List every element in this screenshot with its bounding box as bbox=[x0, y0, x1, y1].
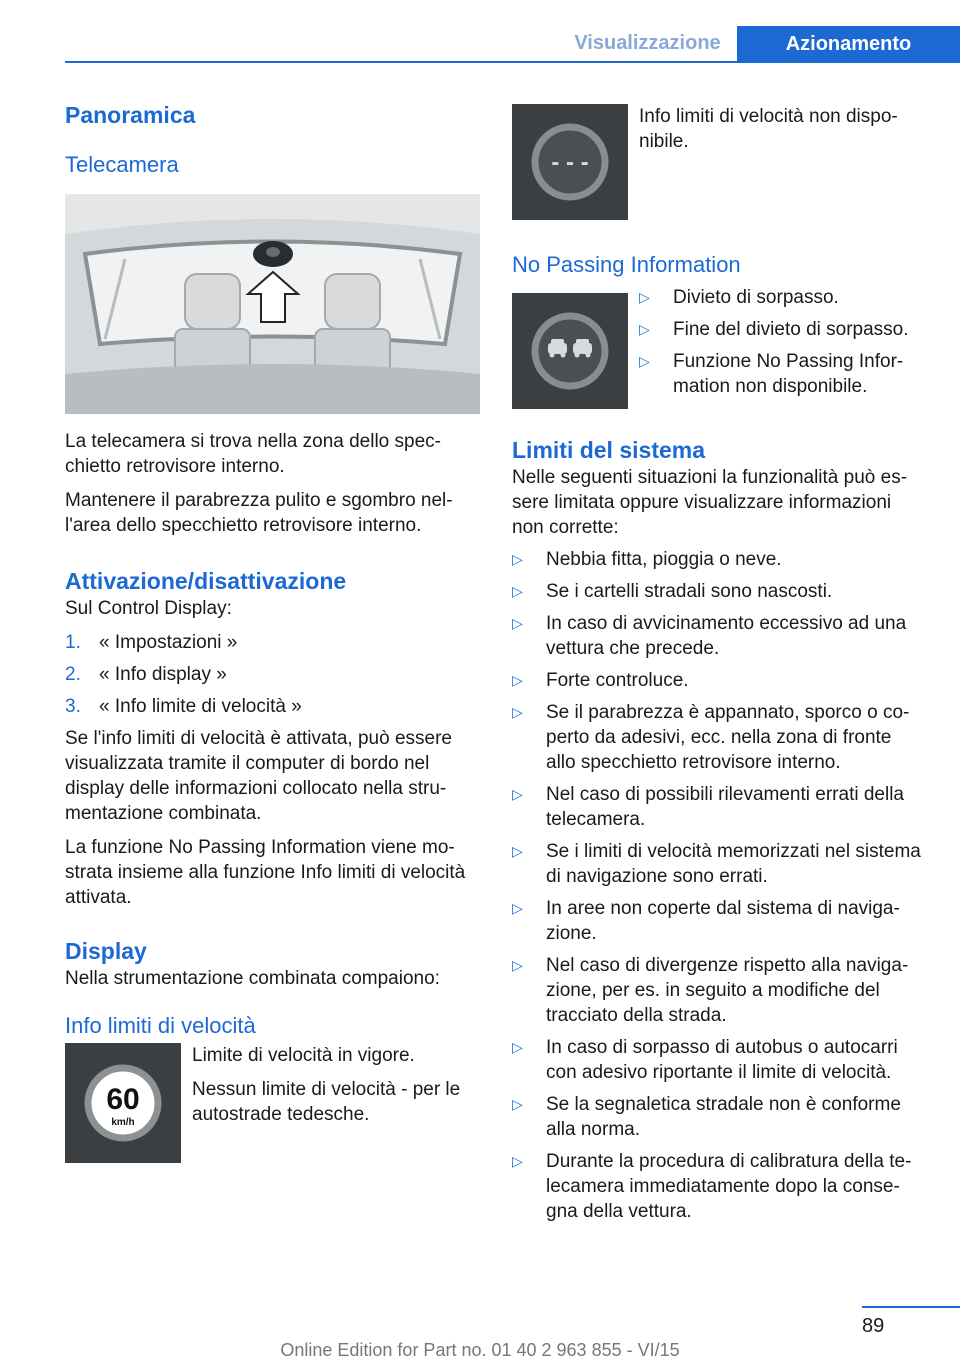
triangle-bullet-icon: ▷ bbox=[512, 957, 523, 973]
steps-list bbox=[65, 630, 480, 719]
sign-value: 60 bbox=[106, 1083, 140, 1116]
camera-photo bbox=[65, 194, 480, 414]
triangle-bullet-icon: ▷ bbox=[512, 900, 523, 916]
speed-limit-unavailable-icon bbox=[512, 104, 628, 220]
list-item bbox=[512, 782, 925, 832]
step-number: 1. bbox=[65, 632, 81, 653]
speed-unavailable-text: Info limiti di velocità non disponibile. bbox=[639, 106, 898, 152]
heading-info-limiti: Info limiti di velocità bbox=[65, 1013, 256, 1038]
list-item bbox=[512, 547, 925, 572]
list-item-text: Nebbia fitta, pioggia o neve. bbox=[546, 549, 782, 570]
page-number: 89 bbox=[862, 1315, 885, 1337]
list-item bbox=[639, 317, 925, 342]
triangle-bullet-icon: ▷ bbox=[512, 551, 523, 567]
list-item bbox=[639, 349, 925, 399]
list-item-text: Divieto di sorpasso. bbox=[673, 287, 839, 308]
footer-rule bbox=[862, 1306, 960, 1308]
system-limits-list bbox=[512, 547, 925, 1224]
list-item bbox=[512, 896, 925, 946]
triangle-bullet-icon: ▷ bbox=[512, 1096, 523, 1112]
camera-location-text: La telecamera si trova nella zona dello specchietto retrovisore interno. bbox=[65, 431, 441, 477]
triangle-bullet-icon: ▷ bbox=[512, 786, 523, 802]
list-item-text: In caso di sorpasso di autobus o autocarri con adesivo riportante il limite di velocità. bbox=[546, 1037, 898, 1083]
activation-info-text: Se l'info limiti di velocità è attivata, può essere visualizzata tramite il computer di bordo nel display delle informazioni collocato nella strumentazione combinata. bbox=[65, 728, 452, 824]
heading-panoramica: Panoramica bbox=[65, 102, 196, 128]
list-item-text: Nel caso di divergenze rispetto alla navigazione, per es. in seguito a modifiche del tracciato della strada. bbox=[546, 955, 909, 1026]
triangle-bullet-icon: ▷ bbox=[639, 321, 650, 337]
list-item-text: Se la segnaletica stradale non è conforme alla norma. bbox=[546, 1094, 901, 1140]
list-item bbox=[512, 1092, 925, 1142]
right-column bbox=[512, 104, 925, 1231]
tab-azionamento[interactable]: Azionamento bbox=[737, 26, 960, 63]
car-interior-illustration bbox=[65, 194, 480, 414]
triangle-bullet-icon: ▷ bbox=[512, 1039, 523, 1055]
no-speed-limit-text: Nessun limite di velocità - per le autostrade tedesche. bbox=[192, 1079, 461, 1125]
limits-intro-text: Nelle seguenti situazioni la funzionalità può essere limitata oppure visualizzare informazioni non corrette: bbox=[512, 467, 908, 538]
step-text: « Info display » bbox=[99, 664, 227, 685]
step-number: 2. bbox=[65, 664, 81, 685]
speed-limit-text: Limite di velocità in vigore. bbox=[192, 1045, 415, 1066]
step-text: « Impostazioni » bbox=[99, 632, 238, 653]
triangle-bullet-icon: ▷ bbox=[512, 843, 523, 859]
heading-telecamera: Telecamera bbox=[65, 152, 179, 177]
list-item-text: In aree non coperte dal sistema di navigazione. bbox=[546, 898, 900, 944]
control-display-text: Sul Control Display: bbox=[65, 598, 232, 619]
list-item bbox=[512, 579, 925, 604]
list-item bbox=[65, 694, 480, 719]
display-intro-text: Nella strumentazione combinata compaiono: bbox=[65, 968, 440, 989]
sign-dashes: - - - bbox=[551, 149, 589, 176]
list-item bbox=[65, 662, 480, 687]
step-number: 3. bbox=[65, 696, 81, 717]
list-item-text: Funzione No Passing Information non disponibile. bbox=[673, 351, 904, 397]
list-item-text: Se il parabrezza è appannato, sporco o coperto da adesivi, ecc. nella zona di fronte allo specchietto retrovisore interno. bbox=[546, 702, 910, 773]
list-item-text: Nel caso di possibili rilevamenti errati della telecamera. bbox=[546, 784, 904, 830]
list-item-text: Fine del divieto di sorpasso. bbox=[673, 319, 909, 340]
sign-unit: km/h bbox=[111, 1117, 135, 1128]
triangle-bullet-icon: ▷ bbox=[512, 583, 523, 599]
list-item bbox=[512, 1035, 925, 1085]
list-item bbox=[512, 611, 925, 661]
heading-attivazione: Attivazione/disattivazione bbox=[65, 568, 347, 594]
triangle-bullet-icon: ▷ bbox=[512, 672, 523, 688]
windshield-text: Mantenere il parabrezza pulito e sgombro nell'area dello specchietto retrovisore interno. bbox=[65, 490, 453, 536]
heading-no-passing: No Passing Information bbox=[512, 252, 741, 277]
no-passing-info-text: La funzione No Passing Information viene mostrata insieme alla funzione Info limiti di velocità attivata. bbox=[65, 837, 466, 908]
triangle-bullet-icon: ▷ bbox=[512, 1153, 523, 1169]
list-item-text: Se i cartelli stradali sono nascosti. bbox=[546, 581, 833, 602]
list-item bbox=[512, 1149, 925, 1224]
header-rule bbox=[65, 61, 960, 63]
no-passing-sign-graphic bbox=[512, 293, 628, 409]
list-item bbox=[639, 285, 925, 310]
triangle-bullet-icon: ▷ bbox=[512, 704, 523, 720]
list-item bbox=[512, 953, 925, 1028]
list-item bbox=[65, 630, 480, 655]
triangle-bullet-icon: ▷ bbox=[512, 615, 523, 631]
tab-visualizzazione[interactable]: Visualizzazione bbox=[574, 32, 721, 54]
speed-sign-60-graphic bbox=[65, 1043, 181, 1163]
no-passing-list bbox=[639, 285, 925, 409]
list-item-text: In caso di avvicinamento eccessivo ad una vettura che precede. bbox=[546, 613, 907, 659]
heading-display: Display bbox=[65, 938, 147, 964]
speed-limit-60-icon bbox=[65, 1043, 181, 1163]
list-item-text: Se i limiti di velocità memorizzati nel sistema di navigazione sono errati. bbox=[546, 841, 921, 887]
list-item bbox=[512, 668, 925, 693]
list-item bbox=[512, 839, 925, 889]
list-item-text: Forte controluce. bbox=[546, 670, 689, 691]
list-item bbox=[512, 700, 925, 775]
triangle-bullet-icon: ▷ bbox=[639, 353, 650, 369]
heading-limiti-sistema: Limiti del sistema bbox=[512, 437, 706, 463]
list-item-text: Durante la procedura di calibratura della telecamera immediatamente dopo la consegna della vettura. bbox=[546, 1151, 912, 1222]
left-column bbox=[65, 100, 480, 1163]
no-passing-icon bbox=[512, 293, 628, 409]
edition-footer: Online Edition for Part no. 01 40 2 963 855 - VI/15 bbox=[280, 1340, 680, 1360]
speed-sign-dashes-graphic bbox=[512, 104, 628, 220]
step-text: « Info limite di velocità » bbox=[99, 696, 302, 717]
triangle-bullet-icon: ▷ bbox=[639, 289, 650, 305]
